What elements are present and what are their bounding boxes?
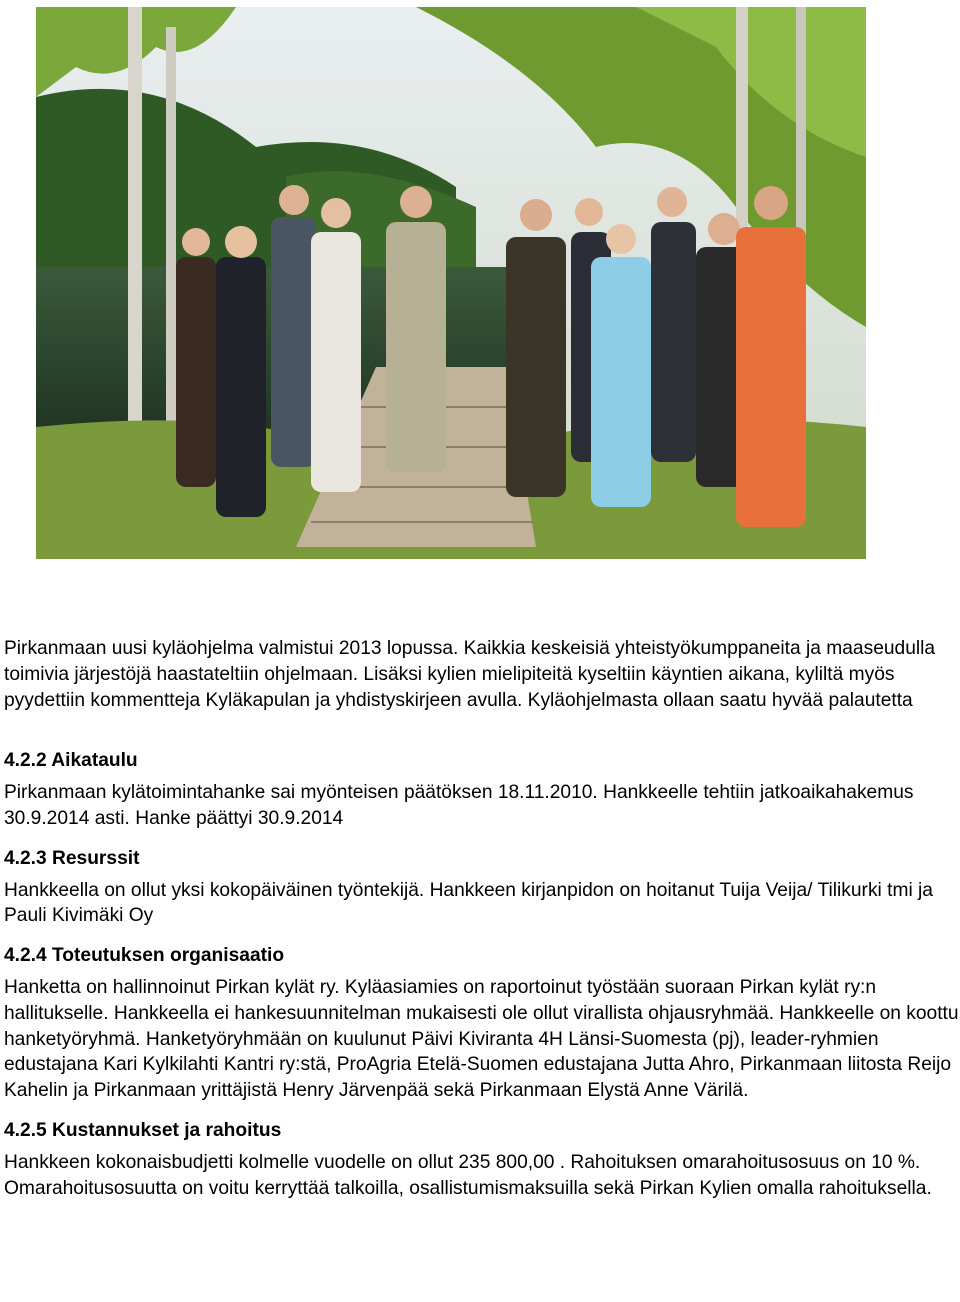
section-kustannukset (4, 1118, 960, 1201)
section-heading: 4.2.3 Resurssit (4, 847, 140, 869)
section-aikataulu (4, 748, 960, 831)
document-body (4, 636, 960, 1201)
intro-paragraph: Pirkanmaan uusi kyläohjelma valmistui 2013 lopussa. Kaikkia keskeisiä yhteistyökumppaneita ja maaseudulla toimivia järjestöjä haastateltiin ohjelmaan. Lisäksi kylien mielipiteitä kyseltiin käyntien aikana, kyliltä myös pyydettiin kommentteja Kyläkapulan ja yhdistyskirjeen avulla. Kyläohjelmasta ollaan saatu hyvää palautetta (4, 638, 936, 711)
group-photo (36, 7, 866, 559)
section-heading: 4.2.2 Aikataulu (4, 750, 138, 772)
section-heading: 4.2.4 Toteutuksen organisaatio (4, 945, 285, 967)
section-body: Hankkeella on ollut yksi kokopäiväinen työntekijä. Hankkeen kirjanpidon on hoitanut Tuija Veija/ Tilikurki tmi ja Pauli Kivimäki Oy (4, 879, 933, 927)
section-resurssit (4, 846, 960, 929)
section-body: Hanketta on hallinnoinut Pirkan kylät ry. Kyläasiamies on raportoinut työstään suoraan Pirkan kylät ry:n hallitukselle. Hankkeella ei hankesuunnitelman mukaisesti ole ollut virallista ohjausryhmää. Hankkeelle on koottu hanketyöryhmä. Hanketyöryhmään on kuulunut Päivi Kiviranta 4H Länsi-Suomesta (pj), leader-ryhmien edustajana Kari Kylkilahti Kantri ry:stä, ProAgria Etelä-Suomen edustajana Jutta Ahro, Pirkanmaan liitosta Reijo Kahelin ja Pirkanmaan yrittäjistä Henry Järvenpää sekä Pirkanmaan Elystä Anne Värilä. (4, 976, 959, 1102)
section-body: Hankkeen kokonaisbudjetti kolmelle vuodelle on ollut 235 800,00 . Rahoituksen omarahoitusosuus on 10 %. Omarahoitusosuutta on voitu kerryttää talkoilla, osallistumismaksuilla sekä Pirkan Kylien omalla rahoituksella. (4, 1151, 932, 1199)
section-organisaatio (4, 943, 960, 1104)
section-heading: 4.2.5 Kustannukset ja rahoitus (4, 1119, 282, 1141)
section-body: Pirkanmaan kylätoimintahanke sai myönteisen päätöksen 18.11.2010. Hankkeelle tehtiin jatkoaikahakemus 30.9.2014 asti. Hanke päättyi 30.9.2014 (4, 782, 914, 829)
